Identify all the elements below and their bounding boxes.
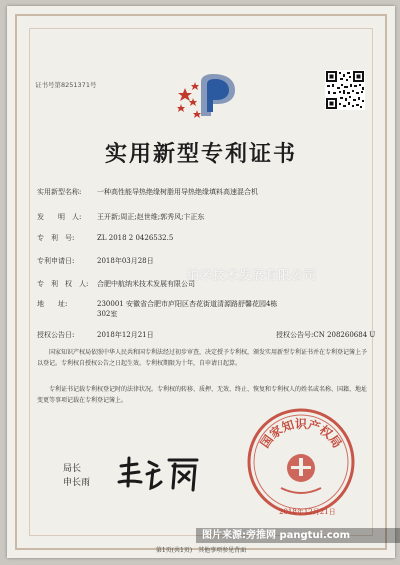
patentee-field bbox=[37, 279, 195, 289]
field-value: ZL 2018 2 0426532.5 bbox=[97, 234, 174, 242]
certificate-sheet bbox=[7, 6, 395, 558]
qr-code-icon bbox=[325, 70, 365, 110]
director-name-line: 申长雨 bbox=[63, 478, 91, 488]
field-value: 一种高性能导热绝缘树脂用导热绝缘填料高速混合机 bbox=[97, 188, 258, 196]
director-signature bbox=[113, 452, 203, 498]
application-date-field bbox=[37, 256, 154, 266]
source-watermark-banner: 图片来源:旁推网 pangtui.com bbox=[196, 528, 400, 543]
field-label: 专 利 权 人: bbox=[37, 280, 89, 288]
official-red-seal bbox=[245, 406, 357, 518]
utility-model-name-field bbox=[37, 187, 258, 197]
certificate-title: 实用新型专利证书 bbox=[104, 141, 297, 167]
patent-number-field bbox=[37, 233, 173, 243]
patent-office-emblem-icon bbox=[171, 70, 247, 122]
certificate-number: 证书号第8251371号 bbox=[35, 81, 97, 89]
body-paragraph: 专利证书记载专利权登记时的法律状况。专利权的转移、质押、无效、终止、恢复和专利权人的姓名或名称、国籍、地址变更等事项记载在专利登记簿上。 bbox=[37, 386, 368, 404]
field-value: 合肥中航纳米技术发展有限公司 bbox=[97, 280, 195, 288]
body-paragraph: 国家知识产权局依照中华人民共和国专利法经过初步审查，决定授予专利权，颁发实用新型专利证书并在专利登记簿上予以登记。专利权自授权公告之日起生效。专利权期限为十年，自申请日起算。 bbox=[37, 349, 368, 367]
page-footer: 第1页(共1页) 其他事项参见背面 bbox=[155, 547, 247, 554]
field-value: 2018年03月28日 bbox=[97, 257, 154, 265]
grant-date-field bbox=[37, 330, 154, 340]
seal-text: 国家知识产权局 bbox=[257, 417, 345, 451]
field-label: 实用新型名称: bbox=[37, 188, 82, 196]
inventors-field bbox=[37, 212, 204, 222]
seal-date: 2018年12月21日 bbox=[279, 508, 336, 516]
address-label: 地 址: bbox=[37, 300, 68, 308]
field-label: 发 明 人: bbox=[37, 213, 82, 221]
field-value: 2018年12月21日 bbox=[97, 331, 154, 339]
director-title-line: 局长 bbox=[63, 464, 82, 474]
watermark-overlay: 纳米技术发展有限公司 bbox=[187, 268, 318, 282]
field-label: 专利申请日: bbox=[37, 257, 75, 265]
address-value: 230001 安徽省合肥市庐阳区杏花街道清源路舒馨花园4栋302室 bbox=[97, 300, 278, 318]
director-title bbox=[63, 462, 90, 490]
field-value: 王开新;周正;赵世维;郭秀风;卞正东 bbox=[97, 213, 205, 221]
announcement-number: 授权公告号:CN 208260684 U bbox=[276, 331, 376, 339]
field-label: 专 利 号: bbox=[37, 234, 75, 242]
field-label: 授权公告日: bbox=[37, 331, 75, 339]
